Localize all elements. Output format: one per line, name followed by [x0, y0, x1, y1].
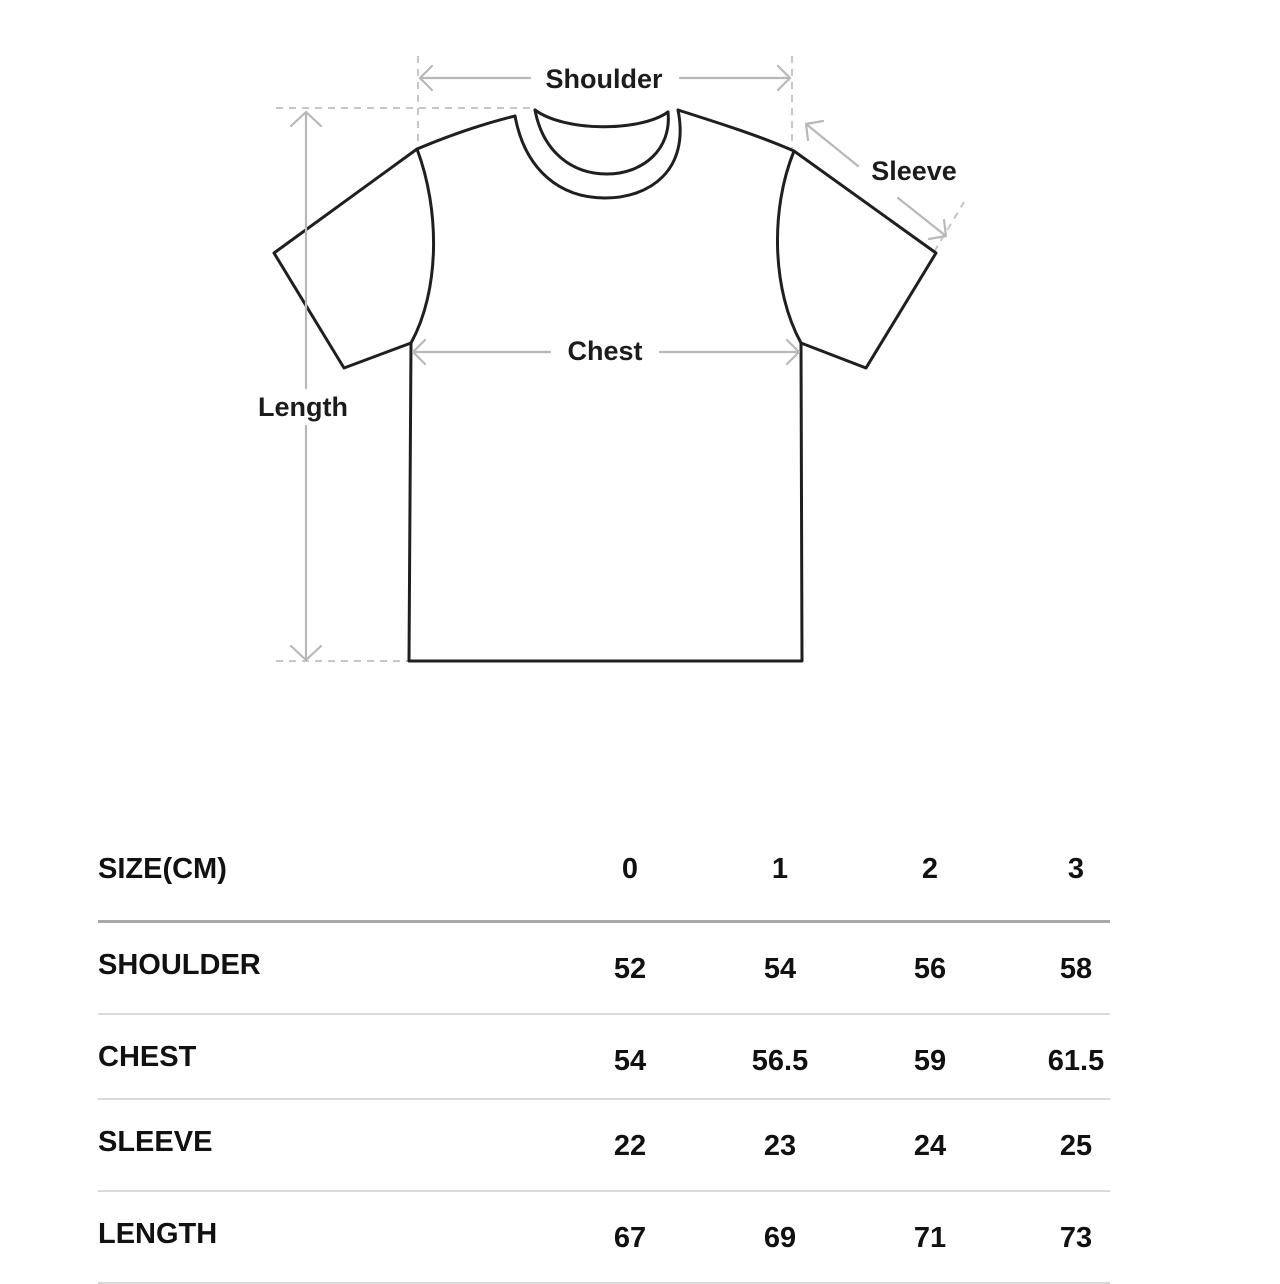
table-row-chest: [98, 1015, 1110, 1100]
table-cell: 52: [613, 953, 647, 985]
label-length: Length: [258, 392, 348, 422]
tshirt-body: [274, 110, 936, 661]
table-header-row: [98, 818, 1110, 923]
table-cell: 23: [763, 1130, 797, 1162]
neckline-back: [535, 110, 668, 127]
table-cell: 56: [913, 953, 947, 985]
label-sleeve: Sleeve: [871, 156, 957, 186]
table-cell: 73: [1059, 1222, 1093, 1254]
row-label: CHEST: [98, 1041, 197, 1073]
table-row-shoulder: [98, 923, 1110, 1015]
header-size-1: 1: [771, 852, 789, 885]
table-cell: 71: [913, 1222, 947, 1254]
measure-length: [291, 112, 321, 660]
table-cell: 58: [1059, 953, 1093, 985]
table-row-length: [98, 1192, 1110, 1284]
table-cell: 54: [613, 1045, 647, 1077]
table-cell: 25: [1059, 1130, 1093, 1162]
table-cell: 67: [613, 1222, 647, 1254]
table-row-sleeve: [98, 1100, 1110, 1192]
size-chart-table: [98, 818, 1110, 1284]
row-label: SHOULDER: [98, 949, 261, 981]
label-chest: Chest: [567, 336, 643, 366]
header-size-2: 2: [921, 852, 939, 885]
tshirt-outline: [274, 110, 936, 661]
guide-sleeve-end: [934, 202, 964, 252]
row-label: SLEEVE: [98, 1126, 213, 1158]
table-cell: 24: [913, 1130, 947, 1162]
table-cell: 22: [613, 1130, 647, 1162]
header-size-3: 3: [1067, 852, 1085, 885]
label-shoulder: Shoulder: [545, 64, 663, 94]
table-cell: 54: [763, 953, 797, 985]
table-cell: 59: [913, 1045, 947, 1077]
row-label: LENGTH: [98, 1218, 218, 1250]
right-armhole-seam: [777, 151, 801, 343]
table-cell: 56.5: [751, 1045, 809, 1077]
left-armhole-seam: [411, 149, 434, 343]
header-size-0: 0: [621, 852, 639, 885]
table-cell: 69: [763, 1222, 797, 1254]
header-size-label: SIZE(CM): [98, 852, 227, 885]
table-cell: 61.5: [1047, 1045, 1105, 1077]
